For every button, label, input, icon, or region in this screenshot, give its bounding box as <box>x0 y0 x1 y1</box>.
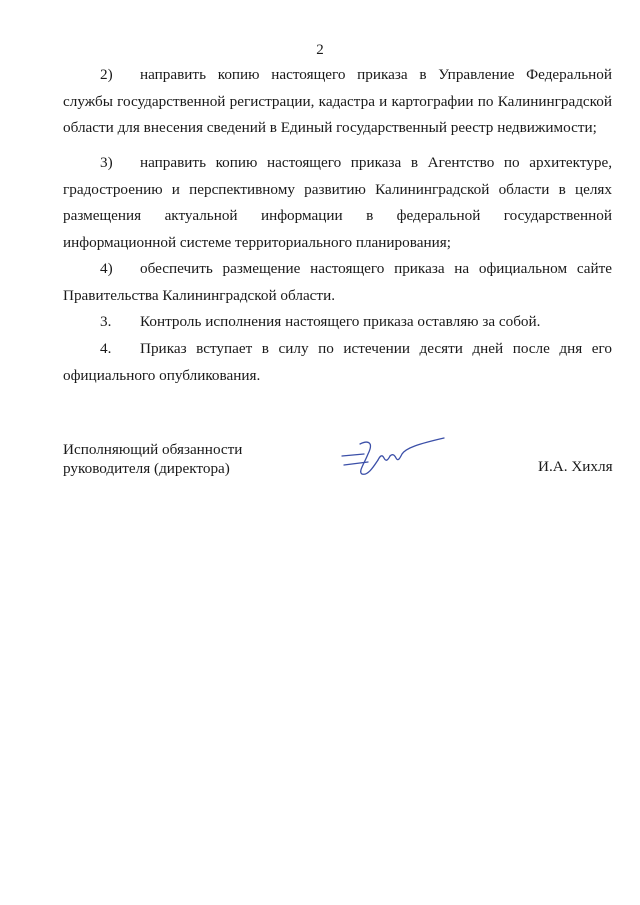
list-item <box>63 150 612 256</box>
item-text: Приказ вступает в силу по истечении десяти дней после дня его официального опубликования. <box>63 340 612 384</box>
signatory-name: И.А. Хихля <box>538 458 613 475</box>
item-number: 4. <box>100 340 112 357</box>
list-item <box>63 309 612 336</box>
item-number: 4) <box>100 260 113 277</box>
item-number: 2) <box>100 66 113 83</box>
signatory-position <box>63 440 242 478</box>
list-item <box>63 62 612 142</box>
item-number: 3) <box>100 154 113 171</box>
list-item <box>63 256 612 309</box>
position-line: руководителя (директора) <box>63 460 230 477</box>
item-text: направить копию настоящего приказа в Управление Федеральной службы государственной регистрации, кадастра и картографии по Калининградской области для внесения сведений в Единый государственный реестр недвижимости; <box>63 66 612 136</box>
item-text: направить копию настоящего приказа в Агентство по архитектуре, градостроению и перспективному развитию Калининградской области в целях размещения актуальной информации в федеральной государственной информационной системе территориального планирования; <box>63 154 612 251</box>
item-text: обеспечить размещение настоящего приказа на официальном сайте Правительства Калининградской области. <box>63 260 612 304</box>
item-number: 3. <box>100 313 112 330</box>
list-item <box>63 336 612 389</box>
position-line: Исполняющий обязанности <box>63 441 243 458</box>
handwritten-signature <box>338 432 448 478</box>
page-number: 2 <box>316 42 324 58</box>
item-text: Контроль исполнения настоящего приказа оставляю за собой. <box>140 313 541 330</box>
